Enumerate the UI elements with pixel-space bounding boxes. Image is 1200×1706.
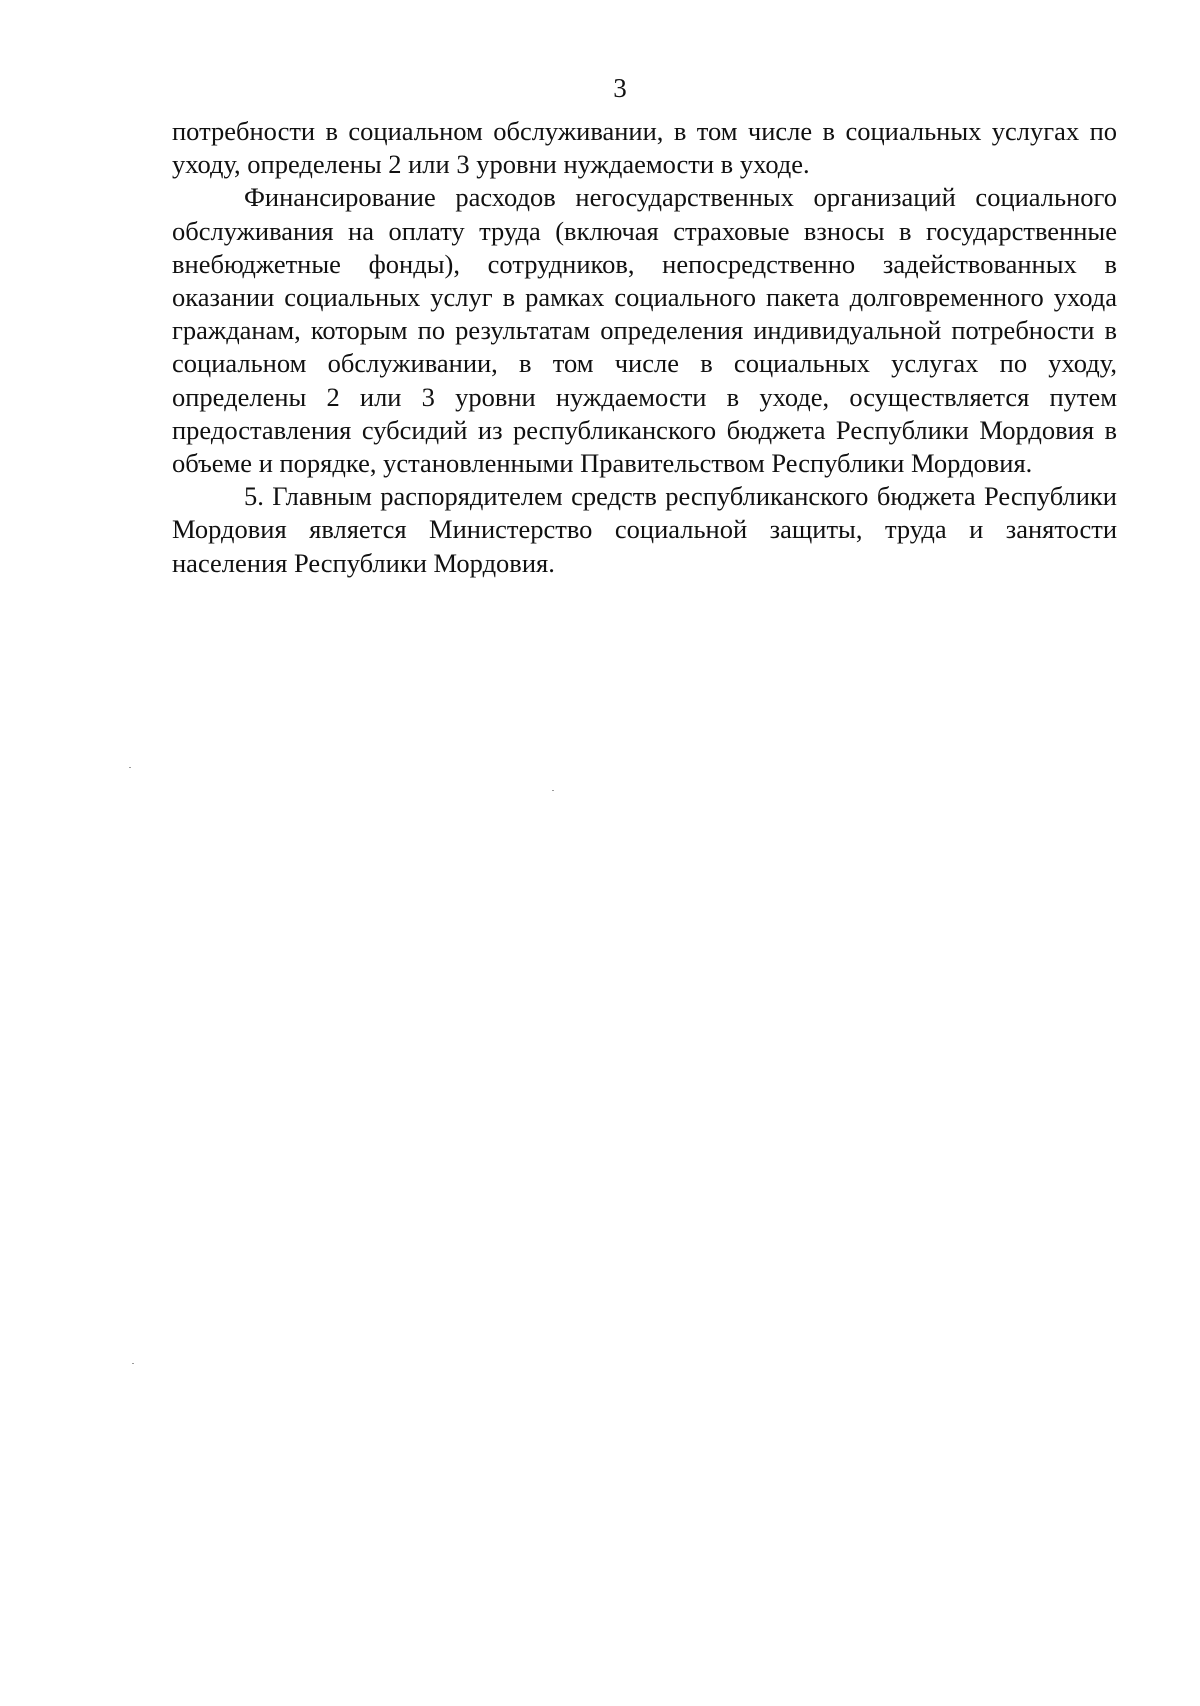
- scan-speck: [552, 790, 554, 791]
- scan-speck: [132, 1363, 134, 1364]
- scan-speck: [129, 767, 131, 768]
- paragraph-financing: Финансирование расходов негосударственных организаций социального обслуживания на оплату труда (включая страховые взносы в государственные внебюджетные фонды), сотрудников, непосредственно задействованных в оказании социальных услуг в рамках социального пакета долговременного ухода гражданам, которым по результатам определения индивидуальной потребности в социальном обслуживании, в том числе в социальных услугах по уходу, определены 2 или 3 уровни нуждаемости в уходе, осуществляется путем предоставления субсидий из республиканского бюджета Республики Мордовия в объеме и порядке, установленными Правительством Республики Мордовия.: [172, 182, 1117, 479]
- document-body: [172, 115, 1117, 580]
- paragraph-item-5: 5. Главным распорядителем средств республиканского бюджета Республики Мордовия является Министерство социальной защиты, труда и занятости населения Республики Мордовия.: [172, 481, 1117, 578]
- page-number: 3: [613, 73, 627, 103]
- paragraph-continuation: потребности в социальном обслуживании, в том числе в социальных услугах по уходу, определены 2 или 3 уровни нуждаемости в уходе.: [172, 116, 1117, 180]
